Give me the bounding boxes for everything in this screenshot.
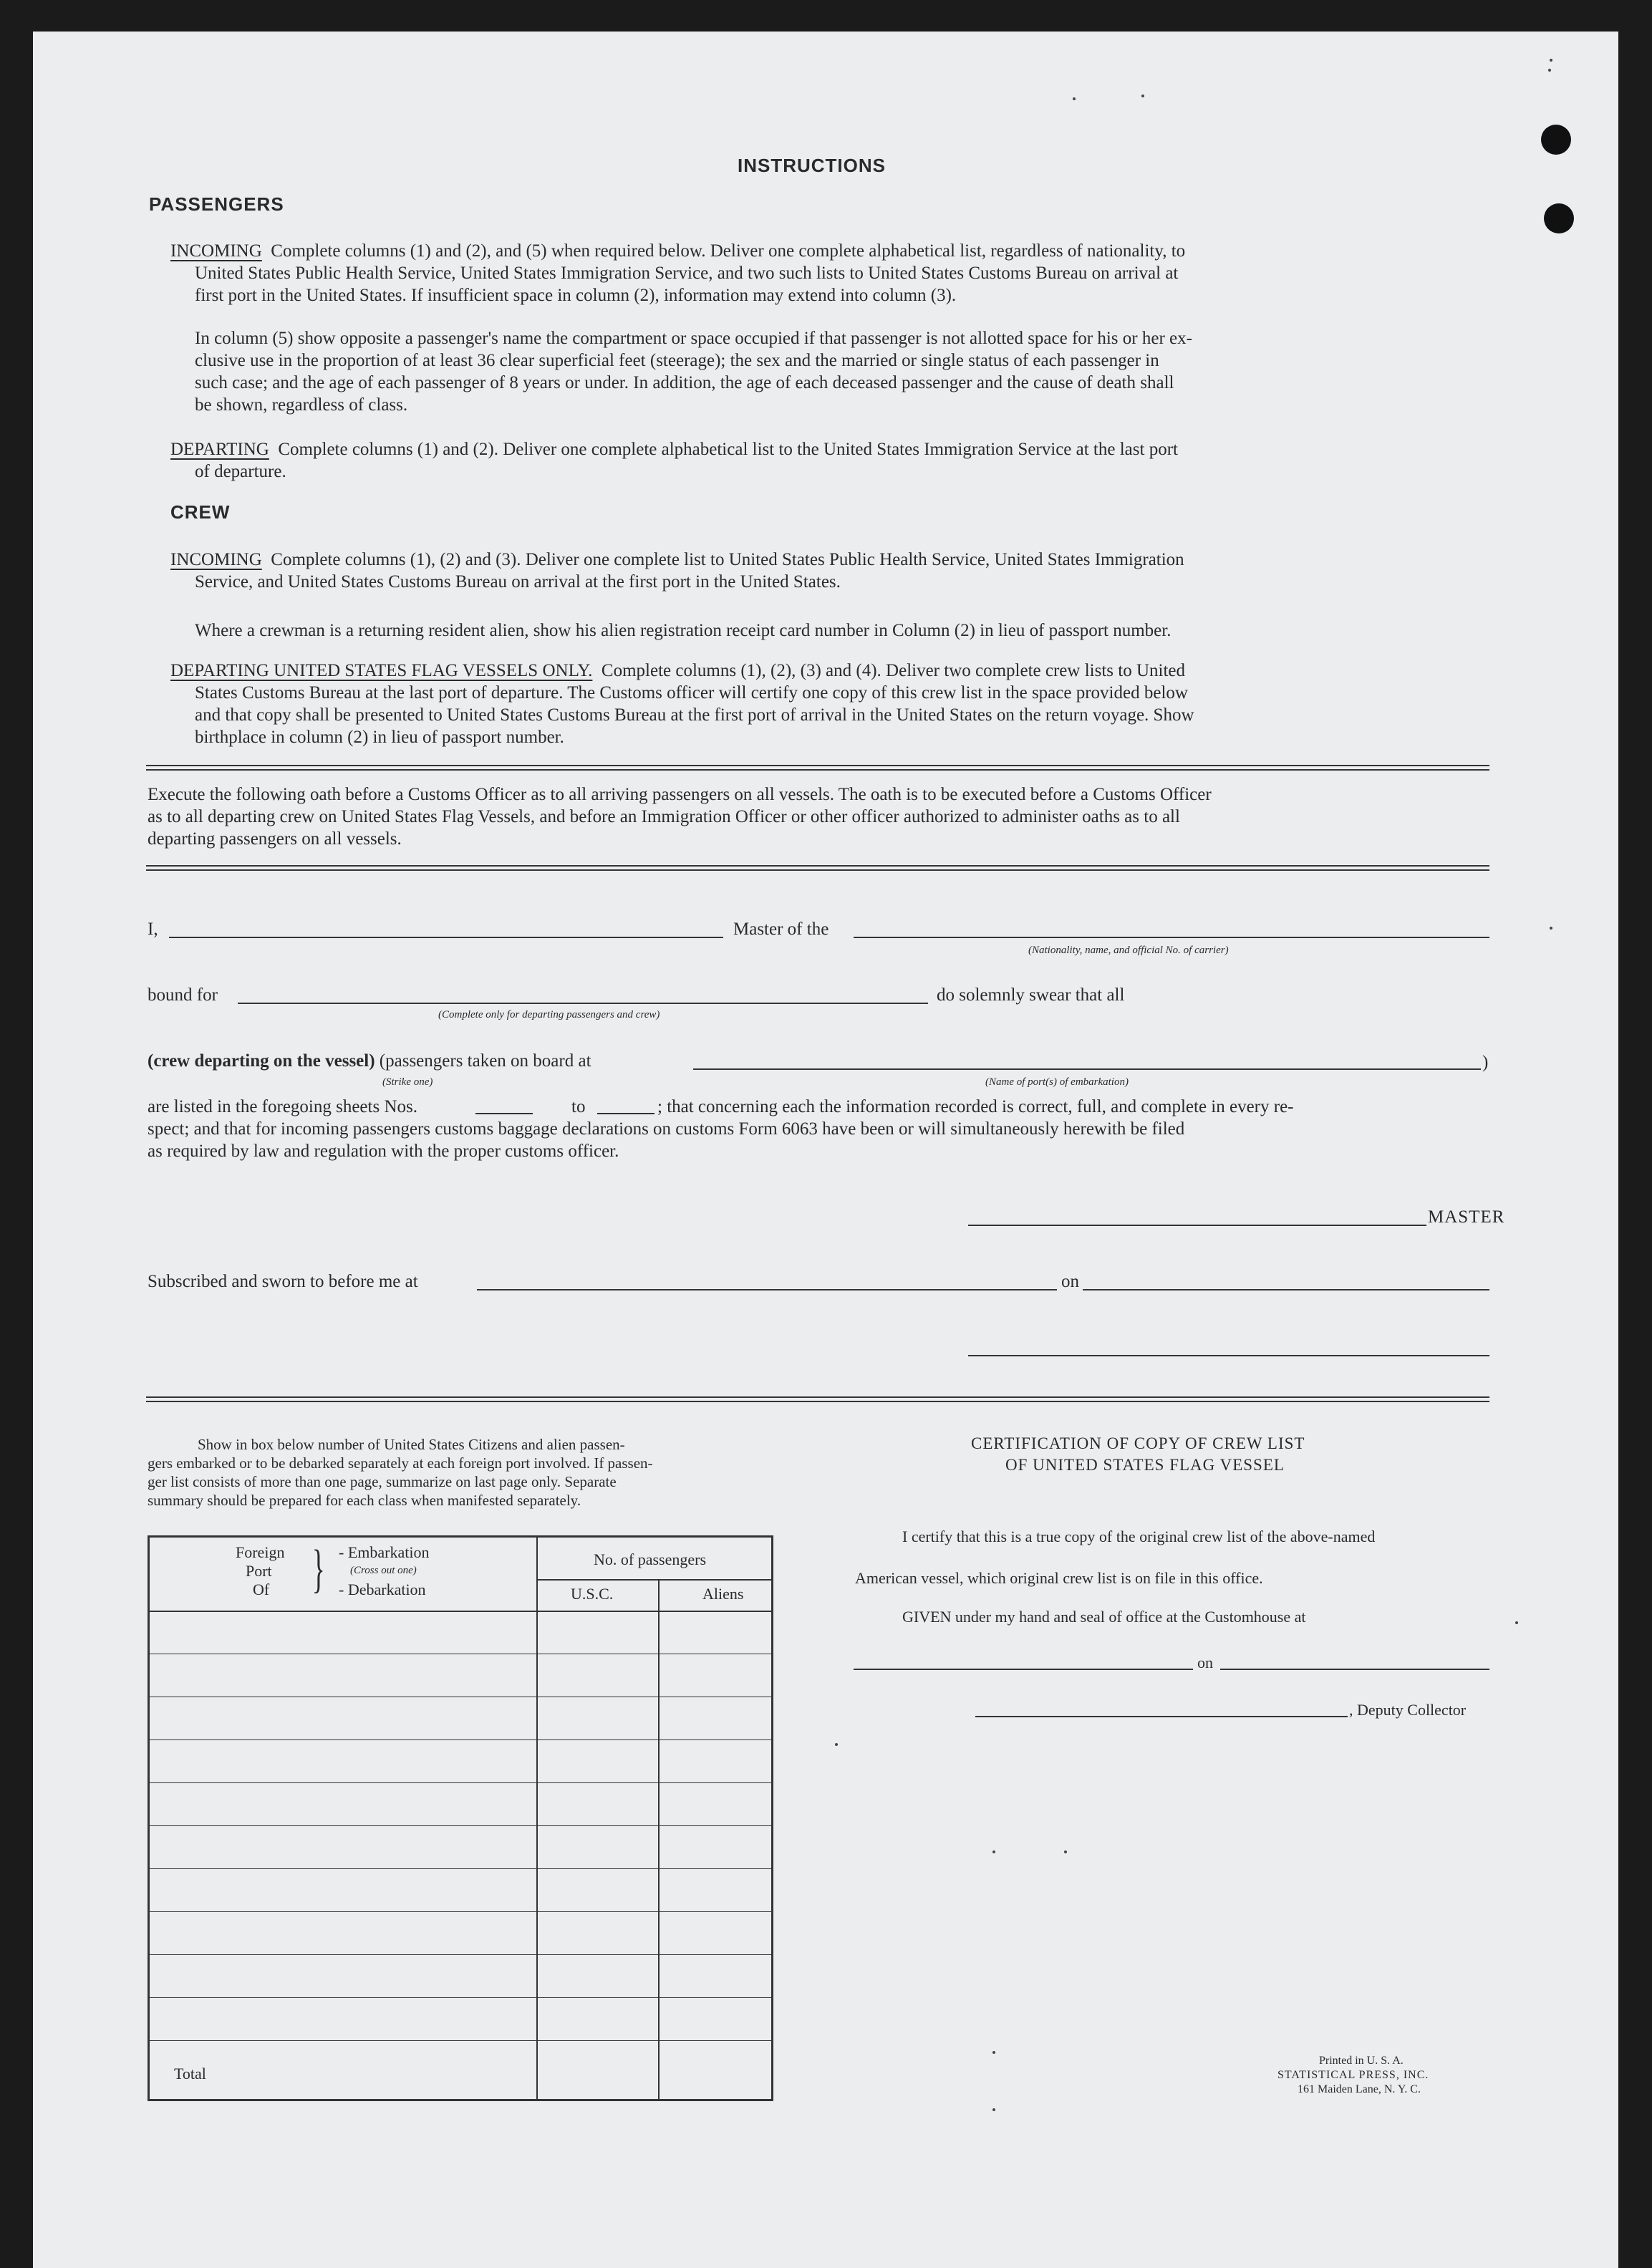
- certification-title-2: OF UNITED STATES FLAG VESSEL: [1005, 1456, 1285, 1474]
- punch-hole-bottom: [1544, 203, 1574, 233]
- customhouse-field[interactable]: [854, 1669, 1193, 1670]
- table-row-line: [150, 1997, 771, 1998]
- column5-text-2: clusive use in the proportion of at least 36 clear superficial feet (steerage); the sex and the married or single status of each passenger in: [195, 351, 1159, 370]
- crew-departing-label: DEPARTING UNITED STATES FLAG VESSELS ONLY.: [170, 661, 593, 680]
- scan-speck: [992, 2051, 995, 2054]
- crew-heading: CREW: [170, 501, 231, 523]
- crew-incoming-label: INCOMING: [170, 550, 262, 569]
- table-row-line: [150, 1782, 771, 1783]
- table-row-line: [150, 1611, 771, 1612]
- master-signature-field[interactable]: [968, 1225, 1426, 1226]
- master-name-field[interactable]: [169, 937, 723, 938]
- spect-text: spect; and that for incoming passengers customs baggage declarations on customs Form 6063 have been or will simultaneously herewith be filed: [148, 1119, 1185, 1139]
- swear-text: do solemnly swear that all: [937, 985, 1125, 1005]
- port-label: Port: [246, 1562, 272, 1580]
- table-row-line: [150, 1739, 771, 1740]
- certify-text-1: I certify that this is a true copy of the original crew list of the above-named: [902, 1528, 1376, 1545]
- scan-speck: [835, 1743, 838, 1746]
- crew-departing-text-3: and that copy shall be presented to United States Customs Bureau at the first port of arrival in the United States on the return voyage. Show: [195, 705, 1194, 725]
- sheet-to-field[interactable]: [597, 1113, 654, 1114]
- table-row-line: [150, 1911, 771, 1912]
- table-row-line: [150, 1954, 771, 1955]
- passengers-departing-text-2: of departure.: [195, 462, 286, 481]
- certification-title-1: CERTIFICATION OF COPY OF CREW LIST: [971, 1434, 1305, 1452]
- sworn-on-label: on: [1061, 1272, 1079, 1291]
- column5-text-4: be shown, regardless of class.: [195, 395, 408, 415]
- column-divider-1: [536, 1538, 538, 2099]
- usc-header: U.S.C.: [571, 1585, 614, 1603]
- scan-speck: [1064, 1850, 1067, 1853]
- scan-speck: [1548, 69, 1551, 72]
- alien-note: Where a crewman is a returning resident alien, show his alien registration receipt card number in Column (2) in lieu of passport number.: [195, 621, 1172, 640]
- passenger-summary-table: [148, 1535, 773, 2101]
- passengers-departing-row: [170, 438, 1178, 460]
- subscribed-label: Subscribed and sworn to before me at: [148, 1272, 418, 1291]
- table-row-line: [150, 1868, 771, 1869]
- master-label: MASTER: [1428, 1207, 1505, 1227]
- column-divider-2: [658, 1579, 660, 2099]
- oath-intro-3: departing passengers on all vessels.: [148, 829, 402, 849]
- printer-line-2: STATISTICAL PRESS, INC.: [1277, 2069, 1429, 2081]
- bound-for-label: bound for: [148, 985, 218, 1005]
- summary-text-3: ger list consists of more than one page, summarize on last page only. Separate: [148, 1473, 617, 1490]
- divider-3: [146, 1396, 1489, 1402]
- carrier-hint: (Nationality, name, and official No. of carrier): [1028, 945, 1229, 956]
- embarkation-port-field[interactable]: [693, 1068, 1481, 1070]
- printer-line-1: Printed in U. S. A.: [1319, 2055, 1404, 2067]
- summary-text-4: summary should be prepared for each class when manifested separately.: [148, 1492, 581, 1509]
- bound-for-hint: (Complete only for departing passengers and crew): [438, 1009, 660, 1020]
- table-row-line: [150, 1825, 771, 1826]
- printer-line-3: 161 Maiden Lane, N. Y. C.: [1298, 2083, 1421, 2095]
- scan-speck: [1550, 59, 1552, 62]
- crew-departing-strike-label[interactable]: (crew departing on the vessel): [148, 1051, 375, 1071]
- crew-incoming-row: [170, 549, 1184, 571]
- certify-text-2: American vessel, which original crew list is on file in this office.: [855, 1569, 1263, 1587]
- divider-2: [146, 865, 1489, 871]
- crew-departing-option: [148, 1050, 591, 1072]
- certification-on-label: on: [1197, 1654, 1213, 1671]
- certification-date-field[interactable]: [1220, 1669, 1489, 1670]
- summary-text-1: Show in box below number of United States Citizens and alien passen-: [198, 1436, 625, 1453]
- required-text: as required by law and regulation with the proper customs officer.: [148, 1142, 619, 1161]
- oath-intro-2: as to all departing crew on United States Flag Vessels, and before an Immigration Officer or other officer authorized to administer oaths as to all: [148, 807, 1180, 826]
- scan-speck: [1515, 1621, 1518, 1624]
- passengers-incoming-text: Complete columns (1) and (2), and (5) when required below. Deliver one complete alphabetical list, regardless of nationality, to: [271, 241, 1186, 261]
- passengers-taken-label[interactable]: (passengers taken on board at: [379, 1051, 591, 1071]
- no-passengers-header: No. of passengers: [594, 1550, 707, 1568]
- aliens-header: Aliens: [702, 1585, 744, 1603]
- passengers-incoming-text-3: first port in the United States. If insufficient space in column (2), information may extend into column (3).: [195, 286, 957, 305]
- scan-speck: [992, 1850, 995, 1853]
- crew-incoming-text: Complete columns (1), (2) and (3). Deliver one complete list to United States Public Health Service, United States Immigration: [271, 550, 1184, 569]
- passengers-incoming-row: [170, 240, 1185, 262]
- brace-icon: }: [311, 1540, 325, 1598]
- crew-departing-row: [170, 660, 1185, 682]
- page-title: INSTRUCTIONS: [738, 155, 886, 176]
- sworn-date-field[interactable]: [1083, 1289, 1489, 1290]
- table-row-line: [150, 2040, 771, 2041]
- carrier-field[interactable]: [854, 937, 1489, 938]
- listed-text-a: are listed in the foregoing sheets Nos.: [148, 1097, 417, 1116]
- strike-hint: (Strike one): [382, 1076, 433, 1088]
- oath-i: I,: [148, 920, 158, 939]
- crew-departing-text-2: States Customs Bureau at the last port of departure. The Customs officer will certify one copy of this crew list in the space provided below: [195, 683, 1188, 703]
- sworn-place-field[interactable]: [477, 1289, 1057, 1290]
- form-page: [33, 32, 1618, 2268]
- scan-speck: [1141, 95, 1144, 97]
- crew-incoming-text-2: Service, and United States Customs Bureau on arrival at the first port in the United States.: [195, 572, 841, 592]
- scan-speck: [1073, 97, 1076, 100]
- passengers-departing-label: DEPARTING: [170, 440, 269, 459]
- port-hint: (Name of port(s) of embarkation): [985, 1076, 1129, 1088]
- deputy-collector-label: , Deputy Collector: [1349, 1701, 1467, 1719]
- of-label: Of: [253, 1581, 270, 1598]
- header-split-line: [536, 1579, 771, 1581]
- given-text: GIVEN under my hand and seal of office at the Customhouse at: [902, 1608, 1306, 1626]
- officer-signature-field[interactable]: [968, 1355, 1489, 1356]
- embarkation-label: - Embarkation: [339, 1543, 430, 1561]
- master-of-the-label: Master of the: [733, 920, 829, 939]
- foreign-port-header: [150, 1538, 536, 1611]
- punch-hole-top: [1541, 125, 1571, 155]
- summary-text-2: gers embarked or to be debarked separately at each foreign port involved. If passen-: [148, 1454, 653, 1472]
- crew-departing-text-4: birthplace in column (2) in lieu of passport number.: [195, 728, 564, 747]
- column5-text-3: such case; and the age of each passenger of 8 years or under. In addition, the age of each deceased passenger and the cause of death shall: [195, 373, 1174, 392]
- divider-1: [146, 765, 1489, 771]
- foreign-label: Foreign: [236, 1543, 285, 1561]
- passengers-heading: PASSENGERS: [149, 193, 284, 215]
- cross-out-hint: (Cross out one): [350, 1565, 417, 1576]
- listed-to: to: [571, 1097, 586, 1116]
- scan-speck: [992, 2108, 995, 2111]
- passengers-departing-text: Complete columns (1) and (2). Deliver one complete alphabetical list to the United States Immigration Service at the last port: [278, 440, 1178, 459]
- listed-text-b: ; that concerning each the information recorded is correct, full, and complete in every re-: [657, 1097, 1294, 1116]
- passengers-incoming-text-2: United States Public Health Service, United States Immigration Service, and two such lists to United States Customs Bureau on arrival at: [195, 264, 1179, 283]
- close-paren: ): [1482, 1053, 1489, 1072]
- oath-intro-1: Execute the following oath before a Customs Officer as to all arriving passengers on all vessels. The oath is to be executed before a Customs Officer: [148, 785, 1212, 804]
- deputy-collector-signature-field[interactable]: [975, 1716, 1348, 1717]
- total-label: Total: [174, 2065, 206, 2083]
- scan-speck: [1550, 927, 1552, 930]
- crew-departing-text: Complete columns (1), (2), (3) and (4). Deliver two complete crew lists to United: [601, 661, 1185, 680]
- column5-text-1: In column (5) show opposite a passenger's name the compartment or space occupied if that passenger is not allotted space for his or her ex-: [195, 329, 1192, 348]
- debarkation-label: - Debarkation: [339, 1581, 426, 1598]
- passengers-incoming-label: INCOMING: [170, 241, 262, 261]
- sheet-from-field[interactable]: [475, 1113, 533, 1114]
